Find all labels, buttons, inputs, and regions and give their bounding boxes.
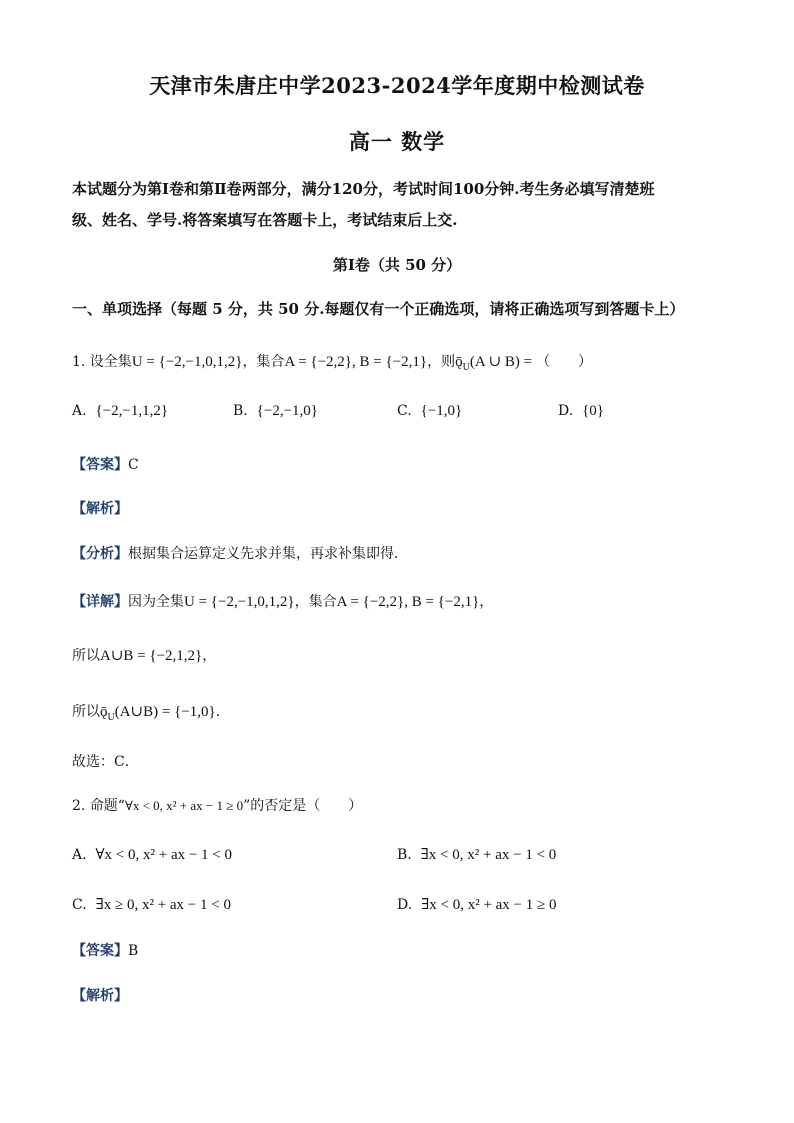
q1-option-b-text: {−2,−1,0}: [256, 403, 318, 419]
q1-fenxi: [72, 543, 408, 563]
q1-xiangjie-line-2: [72, 645, 216, 665]
q1-xj1-text-e: ，: [479, 594, 494, 610]
q2-option-d: [397, 895, 557, 914]
q1-option-d: [558, 403, 604, 420]
q1-option-a-letter: A.: [72, 403, 87, 419]
q1-stem-text: ，集合: [242, 354, 285, 370]
q1-analysis-tag: 【解析】: [72, 501, 128, 517]
q1-option-a: [72, 403, 168, 420]
q2-answer-value: B: [128, 943, 139, 959]
intro-line-2: 级、姓名、学号.将答案填写在答题卡上，考试结束后上交.: [72, 211, 458, 229]
q1-option-c-text: {−1,0}: [420, 403, 463, 419]
q2-option-b: [397, 845, 556, 864]
q1-xj1-text-a: 因为全集: [128, 594, 184, 610]
q1-xj3-text-e: ．: [215, 704, 230, 720]
q2-answer: [72, 940, 138, 960]
q1-option-d-letter: D.: [558, 403, 574, 419]
q1-option-c-letter: C.: [397, 403, 412, 419]
q1-analysis-heading: [72, 498, 128, 518]
q1-complement-symbol: ǭ: [455, 354, 463, 370]
exam-title: 天津市朱唐庄中学2023-2024学年度期中检测试卷: [149, 73, 645, 98]
q1-option-a-text: {−2,−1,1,2}: [95, 403, 169, 419]
part-heading: 一、单项选择（每题 5 分，共 50 分.每题仅有一个正确选项，请将正确选项写到答题卡上）: [72, 300, 685, 318]
q1-answer-value: C: [128, 457, 139, 473]
q2-option-c-text: ∃x ≥ 0, x² + ax − 1 < 0: [95, 897, 231, 913]
q2-stem-prefix: 2. 命题“: [72, 798, 125, 814]
q2-analysis-heading: [72, 985, 128, 1005]
q1-complement-subscript: U: [462, 361, 470, 373]
q2-option-b-text: ∃x < 0, x² + ax − 1 < 0: [420, 847, 557, 863]
q1-xj2-text-a: 所以: [72, 648, 100, 664]
q1-option-b: [233, 403, 318, 420]
q1-stem-prefix: 1. 设全集: [72, 354, 132, 370]
q1-answer-tag: 【答案】: [72, 457, 128, 473]
q1-blank: （ ）: [536, 354, 593, 370]
q1-fenxi-tag: 【分析】: [72, 546, 128, 562]
q2-option-a-text: ∀x < 0, x² + ax − 1 < 0: [95, 847, 233, 863]
q1-option-c: [397, 403, 462, 420]
q2-stem: [72, 795, 362, 815]
q2-answer-tag: 【答案】: [72, 943, 128, 959]
q1-xj1-text-c: ，集合: [294, 594, 337, 610]
q2-option-a-letter: A.: [72, 847, 87, 863]
q1-sets-ab: A = {−2,2}, B = {−2,1}: [284, 354, 428, 370]
q1-xj2-text-c: ，: [202, 648, 217, 664]
q2-option-b-letter: B.: [397, 847, 412, 863]
q1-xj3-complement-symbol: ǭ: [100, 704, 108, 720]
q1-expression: (A ∪ B) =: [469, 354, 533, 370]
intro-line-1: 本试题分为第Ⅰ卷和第Ⅱ卷两部分，满分120分，考试时间100分钟.考生务必填写清楚班: [72, 180, 655, 198]
q1-xj1-sets-ab: A = {−2,2}, B = {−2,1}: [336, 594, 480, 610]
q2-analysis-tag: 【解析】: [72, 988, 128, 1004]
q1-xiangjie-line-1: [72, 591, 493, 611]
q1-answer: [72, 454, 139, 474]
q1-option-d-text: {0}: [582, 403, 604, 419]
q2-option-c: [72, 895, 231, 914]
q1-xiangjie-tag: 【详解】: [72, 594, 128, 610]
q1-stem: [72, 351, 592, 373]
q1-choose: 故选：C．: [72, 754, 139, 770]
q1-xj1-universal-set: U = {−2,−1,0,1,2}: [184, 594, 295, 610]
q2-option-a: [72, 845, 232, 864]
q1-xj3-result: (A∪B) = {−1,0}: [114, 704, 216, 720]
q2-option-d-text: ∃x < 0, x² + ax − 1 ≥ 0: [421, 897, 557, 913]
section-title: 第Ⅰ卷（共 50 分）: [332, 256, 462, 274]
q1-xj3-complement-subscript: U: [107, 711, 115, 723]
q1-xiangjie-line-3: [72, 701, 230, 723]
q2-option-d-letter: D.: [397, 897, 413, 913]
q1-xj2-union: A∪B = {−2,1,2}: [100, 648, 203, 664]
q2-stem-suffix: ”的否定是（ ）: [243, 798, 363, 814]
q1-stem-then: ，则: [427, 354, 456, 370]
q1-option-b-letter: B.: [233, 403, 248, 419]
q1-xj3-text-a: 所以: [72, 704, 100, 720]
q1-fenxi-text: 根据集合运算定义先求并集，再求补集即得．: [128, 546, 408, 562]
q2-option-c-letter: C.: [72, 897, 87, 913]
q1-universal-set: U = {−2,−1,0,1,2}: [131, 354, 243, 370]
q2-proposition: ∀x < 0, x² + ax − 1 ≥ 0: [124, 798, 244, 813]
exam-subtitle: 高一 数学: [348, 129, 446, 154]
